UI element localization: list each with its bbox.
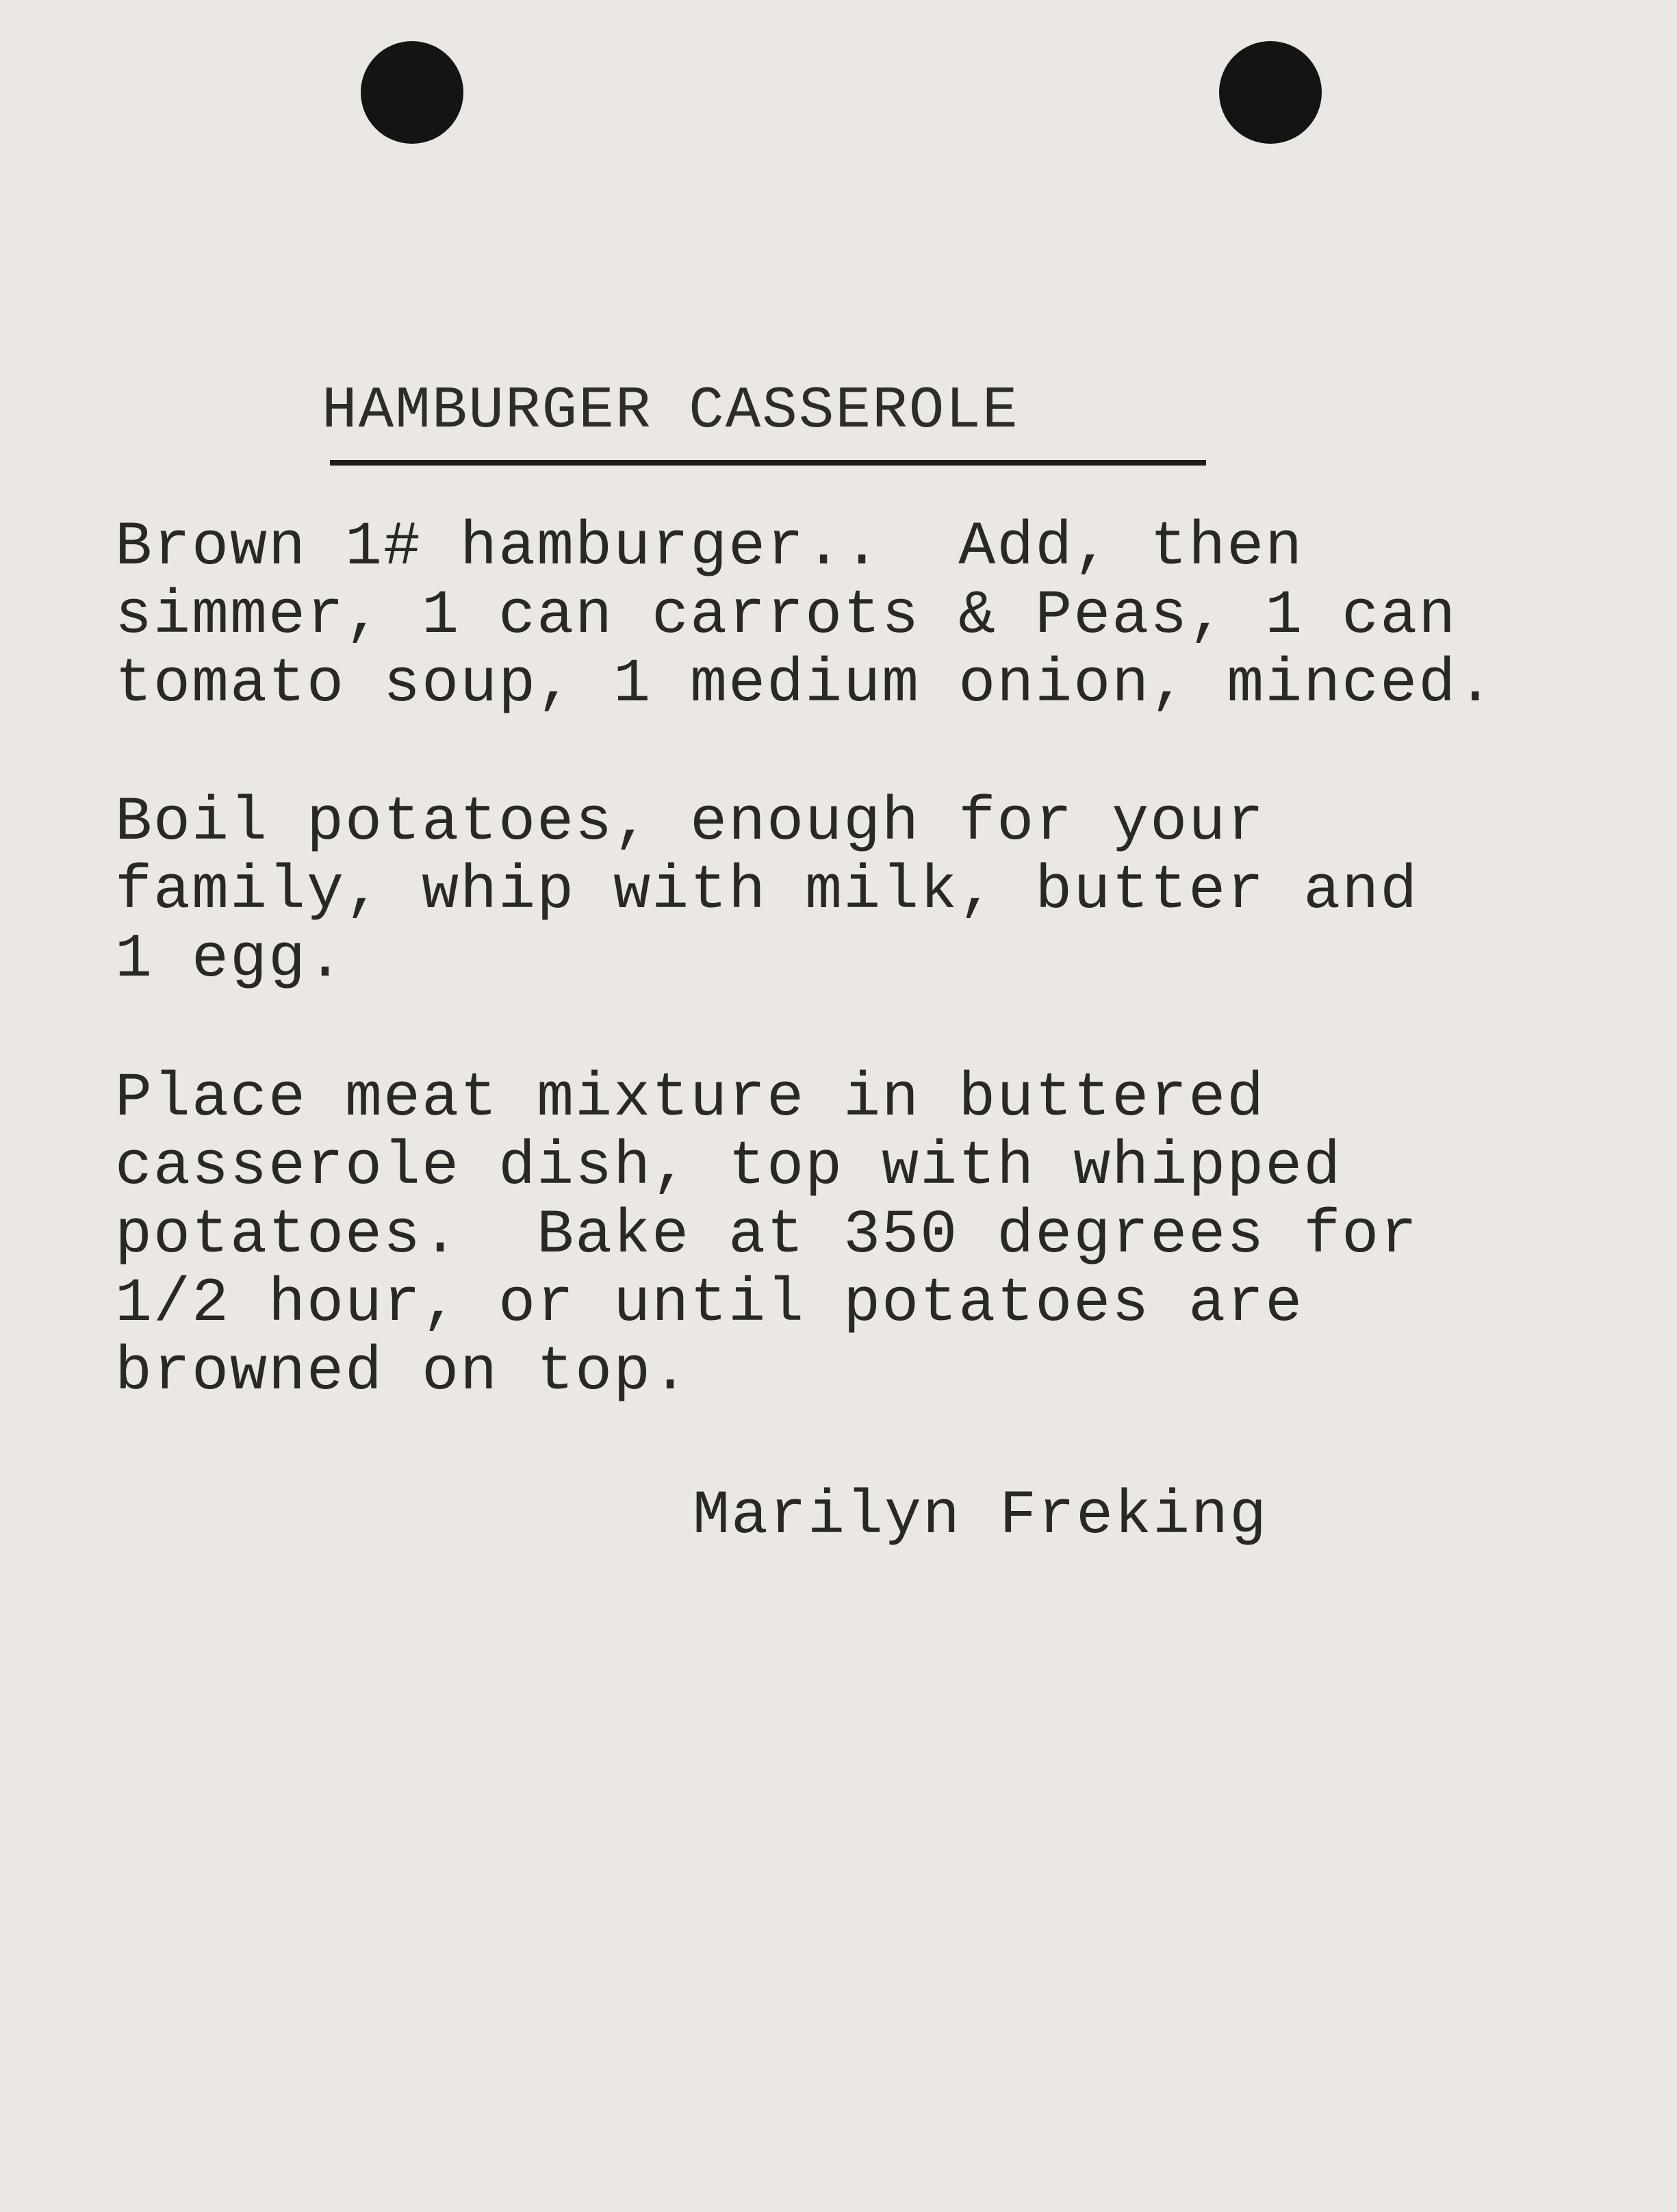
recipe-title: HAMBURGER CASSEROLE bbox=[322, 377, 1019, 444]
paragraph-browning: Brown 1# hamburger.. Add, then simmer, 1 can carrots & Peas, 1 can tomato soup, 1 medium onion, minced. bbox=[115, 513, 1496, 720]
punch-hole-right bbox=[1219, 41, 1322, 144]
title-underline bbox=[330, 460, 1206, 466]
paragraph-assembly: Place meat mixture in buttered casserole dish, top with whipped potatoes. Bake at 350 degrees for 1/2 hour, or until potatoes are browned on top. bbox=[115, 1064, 1419, 1408]
punch-hole-left bbox=[361, 41, 463, 144]
author-name: Marilyn Freking bbox=[693, 1482, 1268, 1551]
paragraph-potatoes: Boil potatoes, enough for your family, whip with milk, butter and 1 egg. bbox=[115, 788, 1419, 995]
